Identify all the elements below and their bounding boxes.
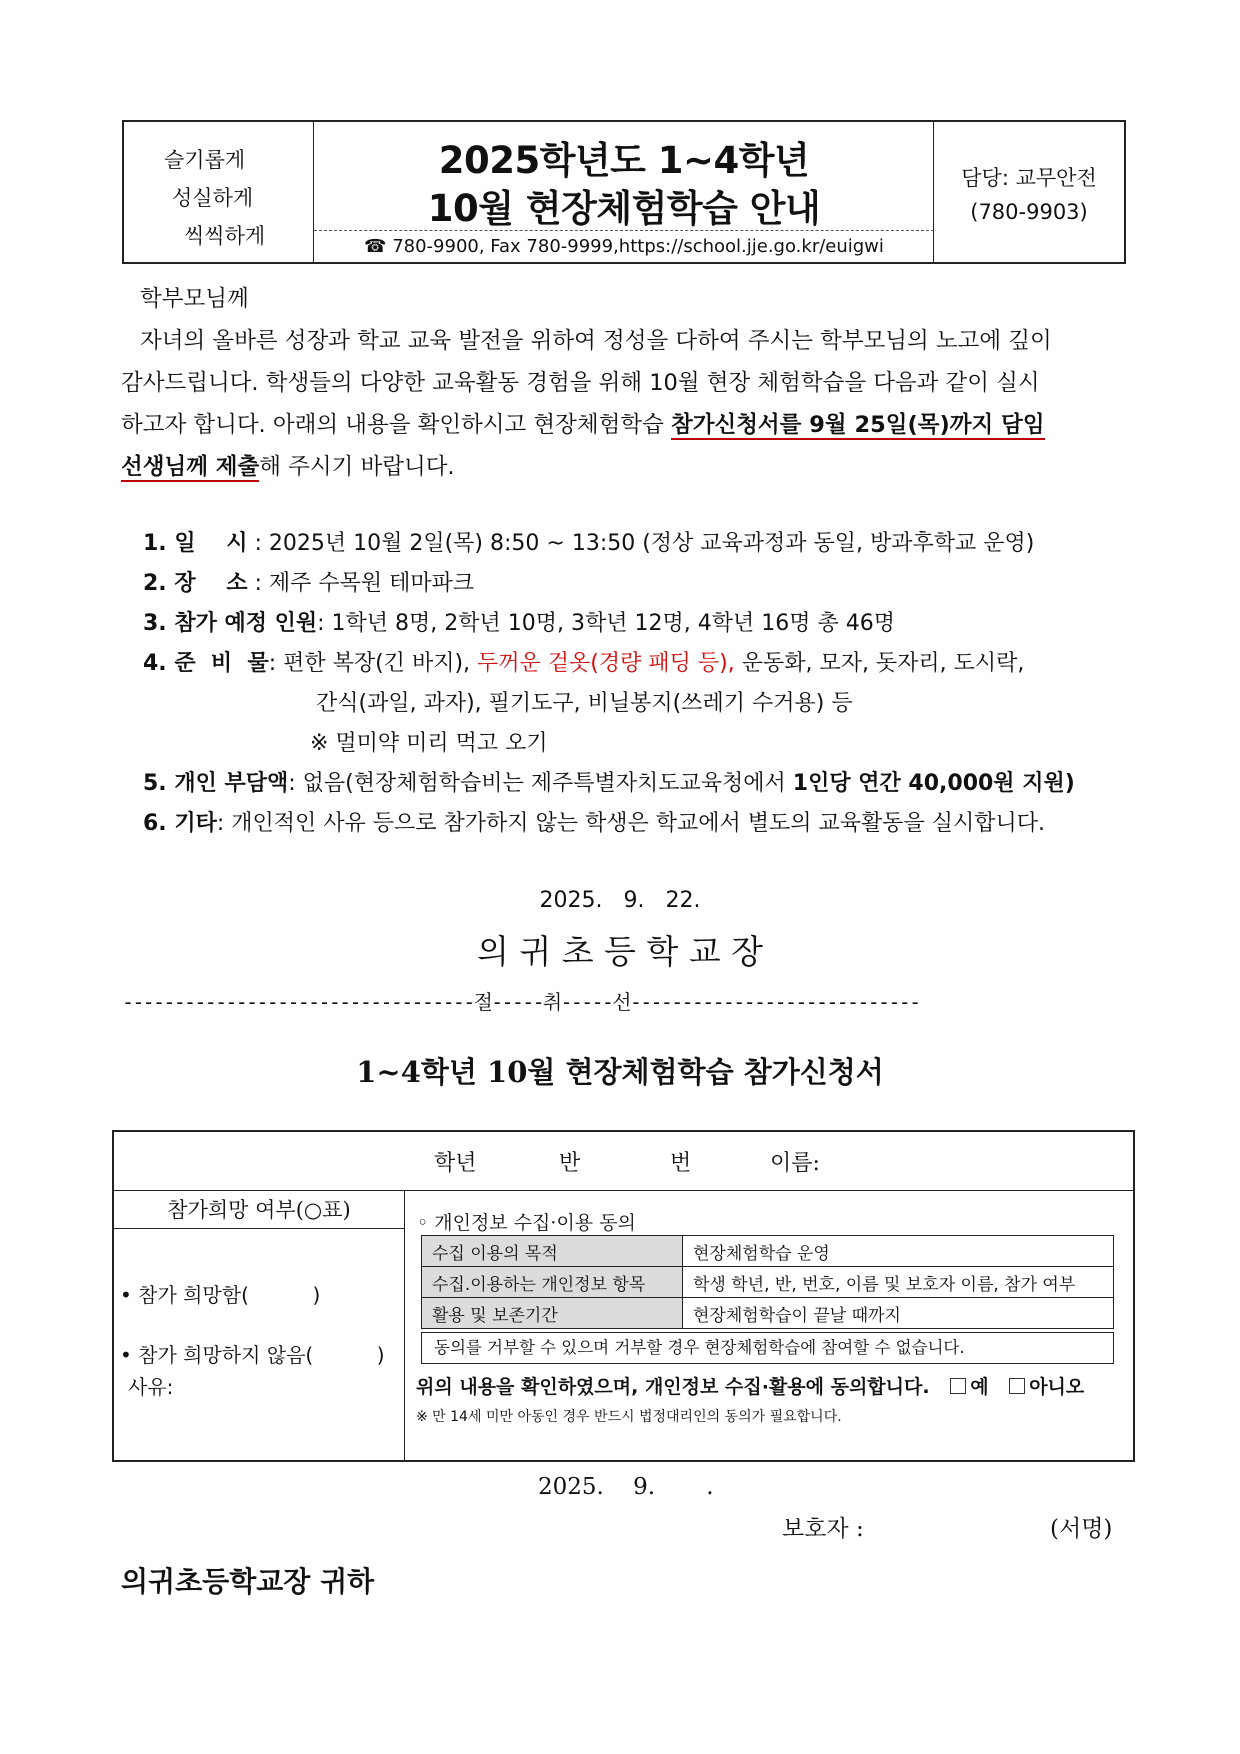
participation-section bbox=[114, 1191, 405, 1460]
letter-line-2: 감사드립니다. 학생들의 다양한 교육활동 경험을 위해 10월 현장 체험학습을 다음과 같이 실시 bbox=[121, 370, 1040, 396]
reason-label: 사유: bbox=[128, 1375, 174, 1399]
motto-line-1: 슬기롭게 bbox=[164, 148, 246, 172]
consent-value: 현장체험학습이 끝날 때까지 bbox=[683, 1298, 1114, 1329]
motto-line-3: 씩씩하게 bbox=[184, 224, 266, 248]
letter-line-4 bbox=[121, 446, 455, 488]
agreement-text: 위의 내용을 확인하였으며, 개인정보 수집·활용에 동의합니다. bbox=[416, 1376, 930, 1398]
item-place-value: : 제주 수목원 테마파크 bbox=[247, 571, 475, 596]
consent-row bbox=[422, 1298, 1114, 1329]
application-form bbox=[112, 1130, 1135, 1462]
item-supplies-note: ※ 멀미약 미리 먹고 오기 bbox=[310, 731, 548, 756]
motto-line-2: 성실하게 bbox=[172, 186, 254, 210]
contact-info: ☎ 780-9900, Fax 780-9999,https://school.jje.go.kr/euigwi bbox=[314, 230, 934, 262]
consent-value: 현장체험학습 운영 bbox=[683, 1236, 1114, 1267]
item-cost-value-a: : 없음(현장체험학습비는 제주특별자치도교육청에서 bbox=[288, 771, 793, 796]
contact-phone: (780-9903) bbox=[970, 200, 1088, 224]
cut-line: ----------------------------------절-----취-----선---------------------------- bbox=[122, 990, 920, 1014]
item-date-label: 1. 일 시 bbox=[143, 531, 248, 556]
option-participate[interactable]: • 참가 희망함( ) bbox=[120, 1283, 321, 1307]
number-label: 번 bbox=[670, 1151, 692, 1176]
consent-key: 수집 이용의 목적 bbox=[422, 1236, 683, 1267]
form-title: 1~4학년 10월 현장체험학습 참가신청서 bbox=[356, 1055, 884, 1089]
guardian-footnote: ※ 만 14세 미만 아동인 경우 반드시 법정대리인의 동의가 필요합니다. bbox=[416, 1409, 842, 1425]
item-participants-label: 3. 참가 예정 인원 bbox=[143, 611, 318, 636]
item-supplies-warning: 두꺼운 겉옷(경량 패딩 등), bbox=[477, 651, 735, 676]
guardian-label: 보호자 : bbox=[782, 1516, 864, 1542]
deadline-emphasis: 참가신청서를 9월 25일(목)까지 담임 bbox=[670, 412, 1045, 438]
item-participants bbox=[143, 606, 895, 637]
application-date: 2025. 9. . bbox=[538, 1474, 714, 1500]
consent-key: 수집.이용하는 개인정보 항목 bbox=[422, 1267, 683, 1298]
agree-yes-checkbox[interactable] bbox=[950, 1378, 966, 1394]
notice-date: 2025. 9. 22. bbox=[539, 888, 701, 913]
item-supplies bbox=[143, 646, 1024, 677]
letter-line-3 bbox=[121, 404, 1045, 446]
item-place-label: 2. 장 소 bbox=[143, 571, 248, 596]
letter-line-3-text: 하고자 합니다. 아래의 내용을 확인하시고 현장체험학습 bbox=[121, 412, 671, 438]
item-supplies-line-2: 간식(과일, 과자), 필기도구, 비닐봉지(쓰레기 수거용) 등 bbox=[316, 691, 853, 716]
signature-label: (서명) bbox=[1050, 1516, 1113, 1542]
consent-row bbox=[422, 1236, 1114, 1267]
item-participants-value: : 1학년 8명, 2학년 10명, 3학년 12명, 4학년 16명 총 46명 bbox=[317, 611, 895, 636]
option-not-participate[interactable]: • 참가 희망하지 않음( ) bbox=[120, 1343, 385, 1367]
name-label: 이름: bbox=[770, 1151, 820, 1176]
header-box bbox=[122, 120, 1126, 264]
item-cost-value-b: 1인당 연간 40,000원 지원) bbox=[792, 771, 1075, 796]
letter-line-4-text: 해 주시기 바랍니다. bbox=[259, 454, 455, 480]
item-cost-label: 5. 개인 부담액 bbox=[143, 771, 289, 796]
letter-line-1: 자녀의 올바른 성장과 학교 교육 발전을 위하여 정성을 다하여 주시는 학부모님의 노고에 깊이 bbox=[140, 328, 1052, 354]
item-date bbox=[143, 526, 1034, 557]
title-line-1: 2025학년도 1~4학년 bbox=[438, 139, 810, 182]
addressee: 의귀초등학교장 귀하 bbox=[121, 1565, 375, 1598]
item-supplies-value-a: : 편한 복장(긴 바지), bbox=[268, 651, 478, 676]
item-etc bbox=[143, 806, 1045, 837]
school-motto bbox=[124, 122, 314, 262]
consent-value: 학생 학년, 반, 번호, 이름 및 보호자 이름, 참가 여부 bbox=[683, 1267, 1114, 1298]
class-label: 반 bbox=[559, 1151, 581, 1176]
agree-yes-label: 예 bbox=[970, 1376, 989, 1398]
title-line-2: 10월 현장체험학습 안내 bbox=[427, 187, 821, 230]
principal-name: 의 귀 초 등 학 교 장 bbox=[476, 932, 764, 971]
item-cost bbox=[143, 766, 1075, 797]
student-info-row bbox=[114, 1132, 1133, 1191]
item-date-value: : 2025년 10월 2일(목) 8:50 ~ 13:50 (정상 교육과정과 동일, 방과후학교 운영) bbox=[247, 531, 1035, 556]
contact-person-block bbox=[934, 122, 1124, 262]
title-block bbox=[314, 122, 934, 262]
consent-row bbox=[422, 1267, 1114, 1298]
participation-header: 참가희망 여부(○표) bbox=[114, 1191, 404, 1229]
item-place bbox=[143, 566, 474, 597]
item-etc-value: : 개인적인 사유 등으로 참가하지 않는 학생은 학교에서 별도의 교육활동을 실시합니다. bbox=[216, 811, 1046, 836]
consent-agreement bbox=[416, 1372, 1084, 1399]
submit-emphasis: 선생님께 제출 bbox=[121, 454, 260, 480]
salutation: 학부모님께 bbox=[140, 286, 249, 312]
grade-label: 학년 bbox=[434, 1151, 477, 1176]
item-supplies-label: 4. 준 비 물 bbox=[143, 651, 269, 676]
consent-key: 활용 및 보존기간 bbox=[422, 1298, 683, 1329]
contact-person: 담당: 교무안전 bbox=[961, 166, 1097, 190]
consent-heading: ◦ 개인정보 수집·이용 동의 bbox=[417, 1212, 636, 1234]
consent-refusal-note: 동의를 거부할 수 있으며 거부할 경우 현장체험학습에 참여할 수 없습니다. bbox=[421, 1332, 1114, 1364]
consent-table bbox=[421, 1235, 1114, 1329]
agree-no-checkbox[interactable] bbox=[1009, 1378, 1025, 1394]
item-etc-label: 6. 기타 bbox=[143, 811, 217, 836]
agree-no-label: 아니오 bbox=[1029, 1376, 1085, 1398]
item-supplies-value-b: 운동화, 모자, 돗자리, 도시락, bbox=[734, 651, 1025, 676]
